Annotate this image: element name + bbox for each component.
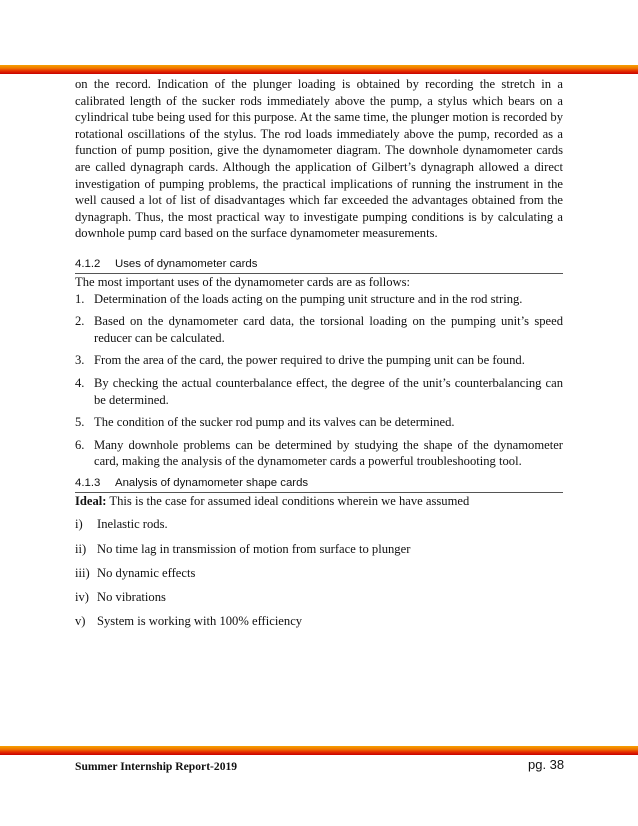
section-title: Analysis of dynamometer shape cards <box>115 476 309 489</box>
list-item: 2. Based on the dynamometer card data, the torsional loading on the pumping unit’s speed reducer can be calculated. <box>75 314 563 345</box>
body-paragraph: on the record. Indication of the plunger loading is obtained by recording the stretch in a calibrated length of the sucker rods immediately above the pump, a stylus which bears on a cylindrical tube being used for this purpose. At the same time, the plunger motion is recorded by rotational oscillations of the stylus. The rod loads immediately above the pump, recorded as a function of pump position, give the dynamometer diagram. The downhole dynamometer cards are called dynagraph cards. Although the application of Gilbert’s dynagraph allowed a direct investigation of pumping problems, the practical implications of running the instrument in the well caused a lot of list of disadvantages which far exceeded the advantages obtained from the dynagraph. Thus, the most practical way to investigate pumping conditions is by calculating a downhole pump card based on the surface dynamometer measurements. <box>75 77 563 241</box>
list-item: 3. From the area of the card, the power required to drive the pumping unit can be found. <box>75 353 525 368</box>
page-number: pg. 38 <box>528 757 565 772</box>
section-heading-4-1-2 <box>75 257 563 274</box>
ideal-label: Ideal: <box>75 493 107 508</box>
uses-list <box>75 291 563 470</box>
section-number: 4.1.2 <box>75 257 101 270</box>
ideal-assumptions-list <box>75 516 563 629</box>
list-item: 4. By checking the actual counterbalance effect, the degree of the unit’s counterbalancing can be determined. <box>75 375 563 407</box>
footer-report-title: Summer Internship Report-2019 <box>75 760 238 773</box>
uses-intro: The most important uses of the dynamometer cards are as follows: <box>75 274 411 289</box>
list-item: ii) No time lag in transmission of motion from surface to plunger <box>75 541 411 556</box>
section-title: Uses of dynamometer cards <box>115 257 258 270</box>
ideal-text: This is the case for assumed ideal conditions wherein we have assumed <box>106 493 470 508</box>
list-item: i) Inelastic rods. <box>75 517 168 532</box>
section-number: 4.1.3 <box>75 476 101 489</box>
list-item: 5. The condition of the sucker rod pump and its valves can be determined. <box>75 415 455 430</box>
list-item: 6. Many downhole problems can be determined by studying the shape of the dynamometer card, making the analysis of the dynamometer cards a powerful troubleshooting tool. <box>75 437 563 469</box>
ideal-intro <box>75 493 563 510</box>
list-item: iv) No vibrations <box>75 589 166 604</box>
list-item: 1. Determination of the loads acting on the pumping unit structure and in the rod string. <box>75 291 523 306</box>
page-content <box>75 76 563 637</box>
list-item: iii) No dynamic effects <box>75 565 196 580</box>
list-item: v) System is working with 100% efficiency <box>75 613 303 628</box>
section-heading-4-1-3 <box>75 476 563 493</box>
footer-rule <box>0 746 638 755</box>
header-rule <box>0 65 638 74</box>
